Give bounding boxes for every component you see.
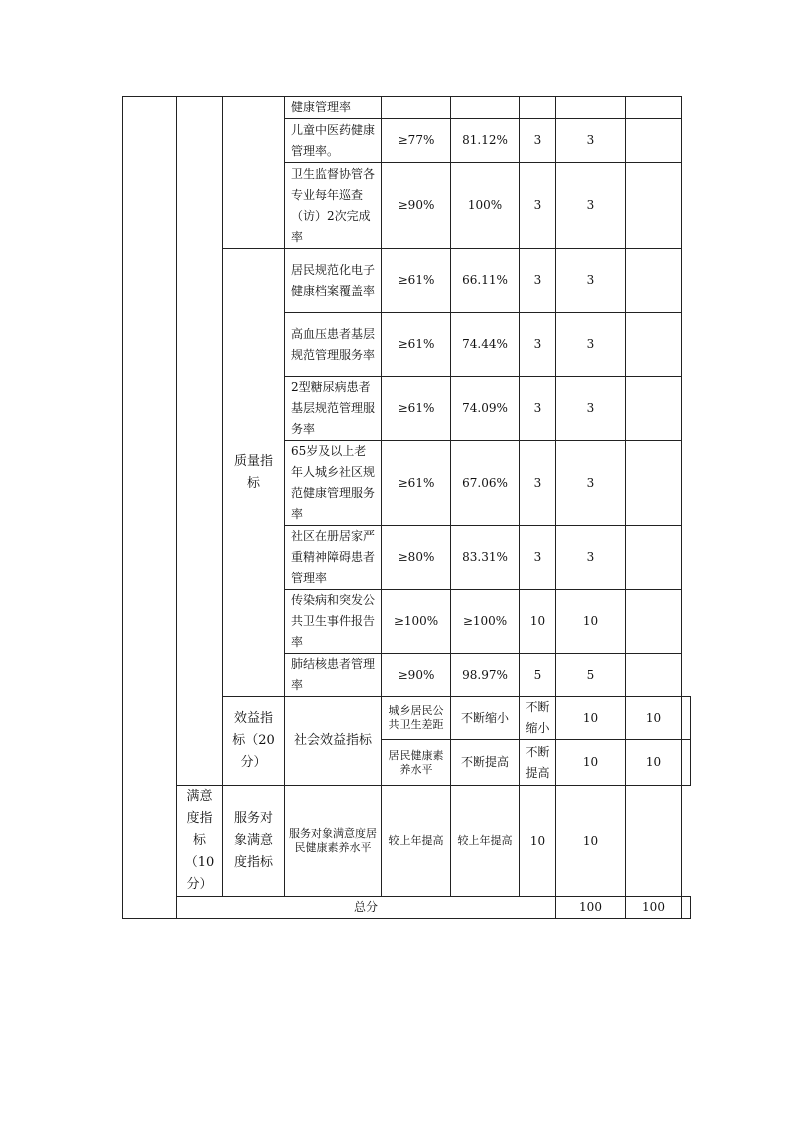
- indicator-cell: 居民规范化电子健康档案覆盖率: [285, 249, 382, 313]
- actual-cell: [451, 97, 520, 119]
- actual-cell: 74.09%: [451, 377, 520, 441]
- score-cell: 10: [556, 786, 626, 897]
- deduction-cell: [626, 163, 682, 249]
- level1-indicator-cell: [123, 97, 177, 919]
- actual-cell: 不断缩小: [520, 697, 556, 740]
- score-cell: [556, 97, 626, 119]
- deduction-cell: [626, 377, 682, 441]
- actual-cell: ≥100%: [451, 590, 520, 654]
- weight-cell: 10: [556, 740, 626, 786]
- score-cell: 3: [556, 119, 626, 163]
- deduction-cell: [626, 249, 682, 313]
- weight-cell: 10: [556, 697, 626, 740]
- deduction-cell: [626, 441, 682, 526]
- indicator-cell: 社区在册居家严重精神障碍患者管理率: [285, 526, 382, 590]
- weight-cell: 3: [520, 441, 556, 526]
- indicator-cell: 城乡居民公共卫生差距: [382, 697, 451, 740]
- quality-indicator-label: 质量指标: [223, 249, 285, 697]
- actual-cell: 67.06%: [451, 441, 520, 526]
- indicator-cell: 服务对象满意度居民健康素养水平: [285, 786, 382, 897]
- deduction-cell: [626, 786, 682, 897]
- weight-cell: 10: [520, 590, 556, 654]
- indicator-cell: 2型糖尿病患者基层规范管理服务率: [285, 377, 382, 441]
- indicator-cell: 居民健康素养水平: [382, 740, 451, 786]
- target-cell: 不断提高: [451, 740, 520, 786]
- total-label: 总分: [177, 897, 556, 919]
- target-cell: ≥90%: [382, 163, 451, 249]
- satisfaction-level2-label: 服务对象满意度指标: [223, 786, 285, 897]
- total-row: [123, 897, 691, 919]
- weight-cell: 5: [520, 654, 556, 697]
- weight-cell: 10: [520, 786, 556, 897]
- table-row: [123, 97, 691, 119]
- target-cell: ≥80%: [382, 526, 451, 590]
- benefit-level1-label: 效益指标（20分）: [223, 697, 285, 786]
- weight-cell: [520, 97, 556, 119]
- actual-cell: 66.11%: [451, 249, 520, 313]
- weight-cell: 3: [520, 313, 556, 377]
- deduction-cell: [626, 119, 682, 163]
- score-cell: 3: [556, 313, 626, 377]
- actual-cell: 较上年提高: [451, 786, 520, 897]
- deduction-cell: [682, 897, 691, 919]
- total-weight: 100: [556, 897, 626, 919]
- actual-cell: 100%: [451, 163, 520, 249]
- indicator-cell: 传染病和突发公共卫生事件报告率: [285, 590, 382, 654]
- total-score: 100: [626, 897, 682, 919]
- indicator-cell: 肺结核患者管理率: [285, 654, 382, 697]
- indicator-cell: 儿童中医药健康管理率。: [285, 119, 382, 163]
- score-cell: 10: [556, 590, 626, 654]
- table-row: [123, 786, 691, 897]
- weight-cell: 3: [520, 119, 556, 163]
- target-cell: ≥100%: [382, 590, 451, 654]
- target-cell: [382, 97, 451, 119]
- deduction-cell: [626, 590, 682, 654]
- indicator-cell: 健康管理率: [285, 97, 382, 119]
- weight-cell: 3: [520, 249, 556, 313]
- actual-cell: 83.31%: [451, 526, 520, 590]
- deduction-cell: [626, 526, 682, 590]
- score-cell: 5: [556, 654, 626, 697]
- target-cell: 不断缩小: [451, 697, 520, 740]
- level2-indicator-cell: [223, 97, 285, 249]
- actual-cell: 98.97%: [451, 654, 520, 697]
- score-cell: 3: [556, 377, 626, 441]
- score-cell: 10: [626, 740, 682, 786]
- target-cell: ≥61%: [382, 313, 451, 377]
- score-cell: 3: [556, 526, 626, 590]
- benefit-level2-label: 社会效益指标: [285, 697, 382, 786]
- target-cell: ≥77%: [382, 119, 451, 163]
- weight-cell: 3: [520, 377, 556, 441]
- deduction-cell: [626, 97, 682, 119]
- deduction-cell: [626, 654, 682, 697]
- deduction-cell: [626, 313, 682, 377]
- performance-table: [122, 96, 691, 919]
- target-cell: ≥90%: [382, 654, 451, 697]
- target-cell: ≥61%: [382, 377, 451, 441]
- target-cell: ≥61%: [382, 249, 451, 313]
- indicator-cell: 卫生监督协管各专业每年巡查（访）2次完成率: [285, 163, 382, 249]
- deduction-cell: [682, 697, 691, 740]
- actual-cell: 不断提高: [520, 740, 556, 786]
- deduction-cell: [682, 740, 691, 786]
- satisfaction-level1-label: 满意度指标（10分）: [177, 786, 223, 897]
- indicator-cell: 65岁及以上老年人城乡社区规范健康管理服务率: [285, 441, 382, 526]
- level1b-indicator-cell: [177, 97, 223, 786]
- actual-cell: 81.12%: [451, 119, 520, 163]
- target-cell: ≥61%: [382, 441, 451, 526]
- weight-cell: 3: [520, 163, 556, 249]
- score-cell: 3: [556, 163, 626, 249]
- indicator-cell: 高血压患者基层规范管理服务率: [285, 313, 382, 377]
- score-cell: 3: [556, 441, 626, 526]
- weight-cell: 3: [520, 526, 556, 590]
- actual-cell: 74.44%: [451, 313, 520, 377]
- target-cell: 较上年提高: [382, 786, 451, 897]
- score-cell: 10: [626, 697, 682, 740]
- score-cell: 3: [556, 249, 626, 313]
